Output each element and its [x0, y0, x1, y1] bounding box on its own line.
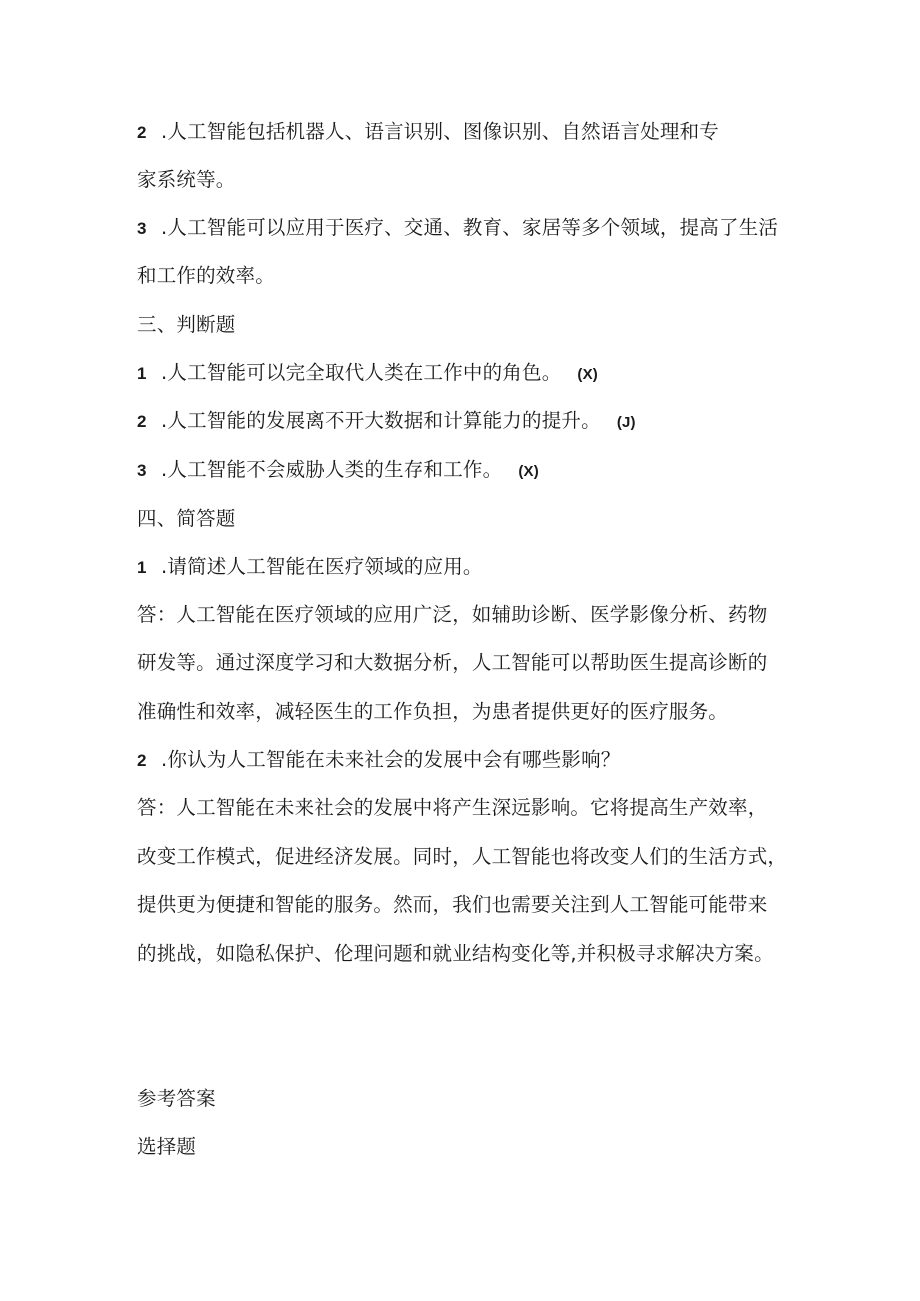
fill-in-q3	[137, 215, 778, 242]
fill-in-q2	[137, 119, 719, 146]
question-text: .人工智能可以应用于医疗、交通、教育、家居等多个领域，提高了生活	[161, 216, 779, 239]
answer-mark: (J)	[616, 414, 636, 431]
judgment-item-1	[137, 360, 598, 388]
question-text: .人工智能的发展离不开大数据和计算能力的提升。	[161, 409, 601, 432]
answer-mark: (X)	[518, 463, 539, 480]
answer-line: 提供更为便捷和智能的服务。然而，我们也需要关注到人工智能可能带来	[137, 893, 768, 916]
answer-line: 答：人工智能在未来社会的发展中将产生深远影响。它将提高生产效率，	[137, 796, 768, 819]
question-number: 3	[137, 461, 147, 480]
section-heading-judgment: 三、判断题	[137, 313, 236, 336]
question-number: 1	[137, 364, 147, 383]
short-answer-q1	[137, 554, 483, 581]
short-answer-q2	[137, 747, 621, 774]
judgment-item-2	[137, 408, 636, 436]
fill-in-q3-continuation: 和工作的效率。	[137, 264, 275, 287]
section-heading-short-answer: 四、简答题	[137, 507, 236, 530]
question-text: .你认为人工智能在未来社会的发展中会有哪些影响？	[161, 748, 621, 771]
question-text: .人工智能包括机器人、语言识别、图像识别、自然语言处理和专	[161, 120, 719, 143]
answer-mark: (X)	[577, 366, 599, 383]
reference-heading: 参考答案	[137, 1087, 216, 1110]
question-number: 2	[137, 412, 147, 431]
question-number: 2	[137, 123, 147, 142]
fill-in-q2-continuation: 家系统等。	[137, 168, 236, 191]
question-number: 1	[137, 558, 147, 577]
answer-line: 的挑战，如隐私保护、伦理问题和就业结构变化等,并积极寻求解决方案。	[137, 942, 774, 965]
answer-line: 准确性和效率，减轻医生的工作负担，为患者提供更好的医疗服务。	[137, 700, 729, 723]
question-number: 3	[137, 219, 147, 238]
question-text: .人工智能不会威胁人类的生存和工作。	[161, 458, 503, 481]
question-text: .人工智能可以完全取代人类在工作中的角色。	[161, 361, 562, 384]
reference-subheading: 选择题	[137, 1135, 197, 1158]
question-number: 2	[137, 751, 147, 770]
judgment-item-3	[137, 457, 539, 485]
answer-line: 改变工作模式，促进经济发展。同时，人工智能也将改变人们的生活方式，	[137, 845, 788, 868]
answer-line: 研发等。通过深度学习和大数据分析，人工智能可以帮助医生提高诊断的	[137, 651, 768, 674]
answer-line: 答：人工智能在医疗领域的应用广泛，如辅助诊断、医学影像分析、药物	[137, 603, 768, 626]
question-text: .请简述人工智能在医疗领域的应用。	[161, 555, 483, 578]
